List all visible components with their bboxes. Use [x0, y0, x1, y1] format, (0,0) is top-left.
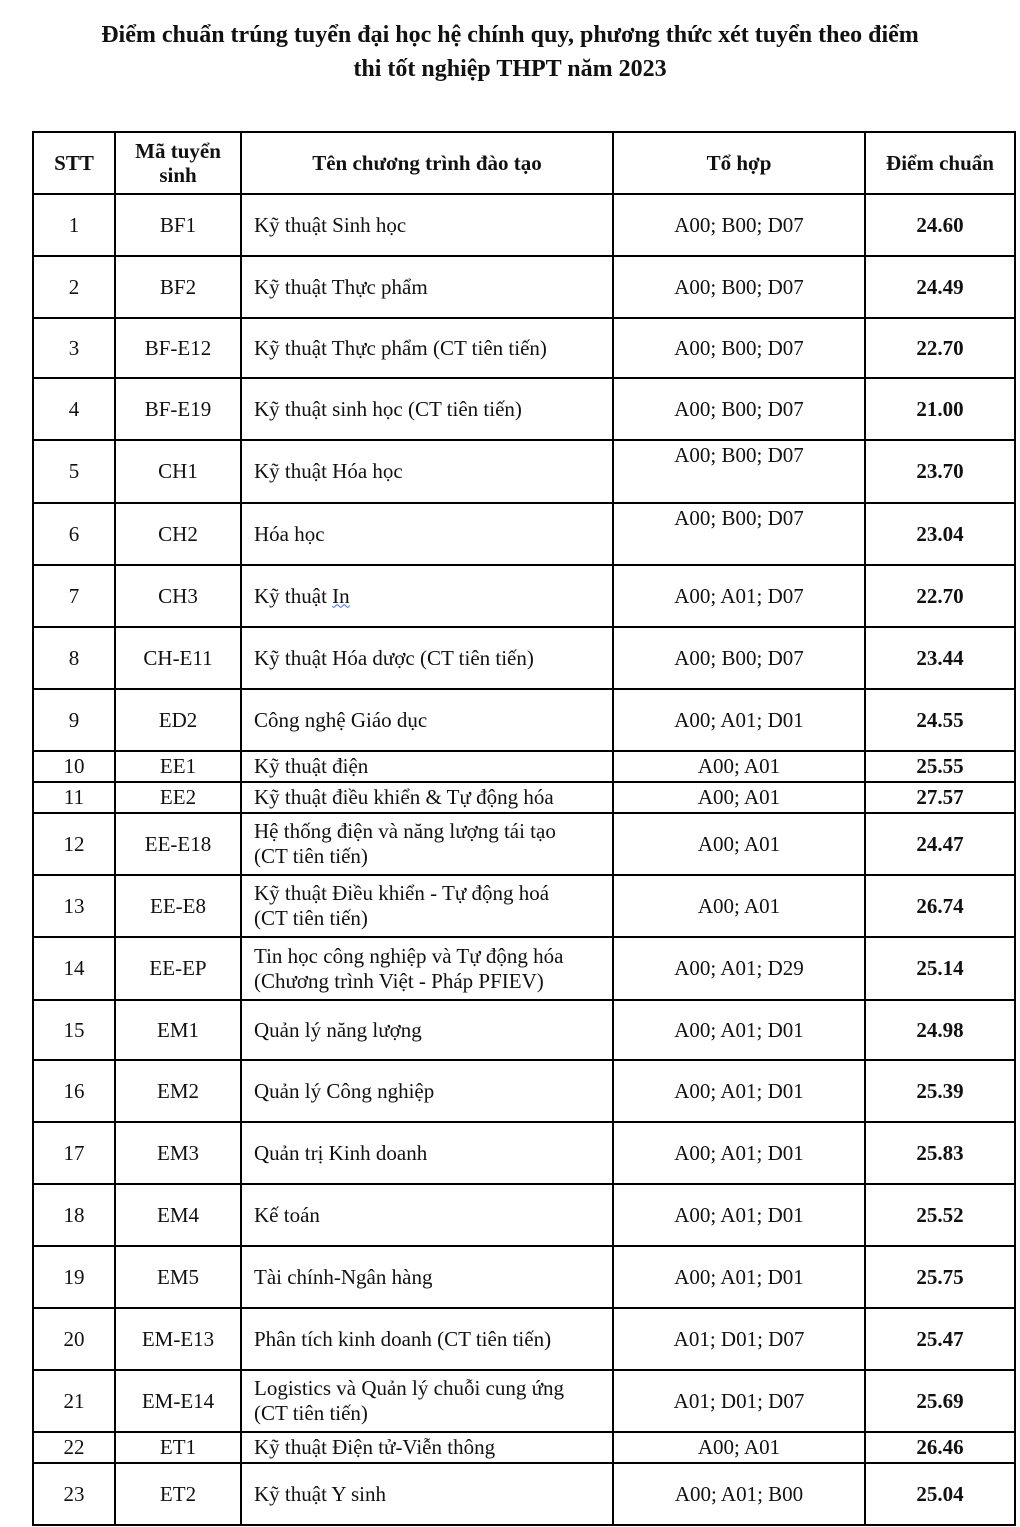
cell-score: 24.49 [865, 256, 1015, 318]
table-row [33, 194, 1015, 256]
cell-combo: A00; A01 [613, 751, 865, 782]
table-row [33, 1184, 1015, 1246]
cell-score: 27.57 [865, 782, 1015, 813]
header-score: Điểm chuẩn [865, 132, 1015, 194]
cell-combo: A00; A01; D07 [613, 565, 865, 627]
table-row [33, 1060, 1015, 1122]
cell-score: 23.44 [865, 627, 1015, 689]
cell-stt: 17 [33, 1122, 115, 1184]
cell-stt: 4 [33, 378, 115, 440]
table-row [33, 1246, 1015, 1308]
table-row [33, 782, 1015, 813]
cell-code: EE-E18 [115, 813, 241, 875]
cell-combo: A00; A01; D01 [613, 1122, 865, 1184]
cell-code: EM5 [115, 1246, 241, 1308]
cell-combo: A00; A01 [613, 875, 865, 937]
cell-program: Kỹ thuật điều khiển & Tự động hóa [241, 782, 613, 813]
cell-program [241, 1370, 613, 1432]
cell-code: EM-E14 [115, 1370, 241, 1432]
cell-stt: 21 [33, 1370, 115, 1432]
cell-program: Kỹ thuật Điện tử-Viễn thông [241, 1432, 613, 1463]
cell-code: BF-E12 [115, 318, 241, 378]
table-row [33, 440, 1015, 503]
cell-score: 25.47 [865, 1308, 1015, 1370]
cell-score: 25.83 [865, 1122, 1015, 1184]
cell-program: Công nghệ Giáo dục [241, 689, 613, 751]
cell-program: Kỹ thuật Sinh học [241, 194, 613, 256]
table-row [33, 1463, 1015, 1525]
cell-stt: 11 [33, 782, 115, 813]
cell-combo: A00; A01; D01 [613, 1246, 865, 1308]
cell-score: 24.98 [865, 1000, 1015, 1060]
cell-stt: 10 [33, 751, 115, 782]
cell-program: Kỹ thuật Thực phẩm [241, 256, 613, 318]
cell-program [241, 875, 613, 937]
cell-combo: A01; D01; D07 [613, 1308, 865, 1370]
cell-combo: A00; A01; D29 [613, 937, 865, 1000]
cell-score: 25.75 [865, 1246, 1015, 1308]
cell-code: EM4 [115, 1184, 241, 1246]
cell-combo: A00; B00; D07 [613, 440, 865, 503]
cell-code: BF1 [115, 194, 241, 256]
header-code [115, 132, 241, 194]
cell-combo: A00; A01; B00 [613, 1463, 865, 1525]
cell-program: Phân tích kinh doanh (CT tiên tiến) [241, 1308, 613, 1370]
cell-combo: A00; A01 [613, 782, 865, 813]
cell-program: Quản lý Công nghiệp [241, 1060, 613, 1122]
cell-program: Quản trị Kinh doanh [241, 1122, 613, 1184]
table-row [33, 1308, 1015, 1370]
cell-score: 24.60 [865, 194, 1015, 256]
title-line-1: Điểm chuẩn trúng tuyển đại học hệ chính quy, phương thức xét tuyển theo điểm [101, 22, 919, 48]
cell-score: 25.14 [865, 937, 1015, 1000]
cell-score: 23.70 [865, 440, 1015, 503]
cell-stt: 19 [33, 1246, 115, 1308]
header-code-line-2: sinh [159, 163, 197, 187]
cell-combo: A00; A01; D01 [613, 1184, 865, 1246]
table-header-row [33, 132, 1015, 194]
cell-combo: A01; D01; D07 [613, 1370, 865, 1432]
cell-score: 22.70 [865, 565, 1015, 627]
cell-combo: A00; A01; D01 [613, 689, 865, 751]
cell-combo: A00; B00; D07 [613, 378, 865, 440]
cell-combo: A00; B00; D07 [613, 194, 865, 256]
table-row [33, 937, 1015, 1000]
table-row [33, 689, 1015, 751]
cell-score: 23.04 [865, 503, 1015, 565]
cell-stt: 7 [33, 565, 115, 627]
cell-score: 26.46 [865, 1432, 1015, 1463]
table-row [33, 627, 1015, 689]
cell-program: Kỹ thuật điện [241, 751, 613, 782]
title-line-2: thi tốt nghiệp THPT năm 2023 [353, 56, 667, 82]
table-row [33, 1000, 1015, 1060]
cell-code: CH1 [115, 440, 241, 503]
cell-program-text: Kỹ thuật [254, 583, 333, 608]
cell-program [241, 565, 613, 627]
admission-scores-table [32, 131, 1016, 1526]
cell-combo: A00; B00; D07 [613, 318, 865, 378]
cell-code: EE-E8 [115, 875, 241, 937]
cell-stt: 3 [33, 318, 115, 378]
cell-stt: 8 [33, 627, 115, 689]
cell-program [241, 813, 613, 875]
cell-code: ET2 [115, 1463, 241, 1525]
cell-score: 25.39 [865, 1060, 1015, 1122]
cell-code: EE2 [115, 782, 241, 813]
cell-combo: A00; A01 [613, 813, 865, 875]
table-row [33, 1122, 1015, 1184]
cell-program: Kỹ thuật Hóa dược (CT tiên tiến) [241, 627, 613, 689]
cell-program [241, 937, 613, 1000]
cell-program-line-1: Logistics và Quản lý chuỗi cung ứng [254, 1376, 564, 1400]
header-program: Tên chương trình đào tạo [241, 132, 613, 194]
table-row [33, 378, 1015, 440]
cell-combo: A00; B00; D07 [613, 627, 865, 689]
cell-code: EM2 [115, 1060, 241, 1122]
cell-program: Kế toán [241, 1184, 613, 1246]
cell-program: Kỹ thuật Thực phẩm (CT tiên tiến) [241, 318, 613, 378]
cell-stt: 13 [33, 875, 115, 937]
cell-stt: 9 [33, 689, 115, 751]
cell-code: ED2 [115, 689, 241, 751]
cell-score: 25.04 [865, 1463, 1015, 1525]
cell-program-line-2: (CT tiên tiến) [254, 844, 368, 868]
cell-score: 26.74 [865, 875, 1015, 937]
table-row [33, 1432, 1015, 1463]
cell-stt: 15 [33, 1000, 115, 1060]
table-row [33, 813, 1015, 875]
cell-score: 25.52 [865, 1184, 1015, 1246]
cell-combo: A00; B00; D07 [613, 256, 865, 318]
cell-score: 21.00 [865, 378, 1015, 440]
table-row [33, 503, 1015, 565]
header-stt: STT [33, 132, 115, 194]
cell-program: Hóa học [241, 503, 613, 565]
cell-code: EE1 [115, 751, 241, 782]
table-row [33, 256, 1015, 318]
cell-score: 25.69 [865, 1370, 1015, 1432]
spellcheck-marked-word: In [332, 583, 350, 608]
cell-combo: A00; B00; D07 [613, 503, 865, 565]
cell-program: Kỹ thuật Hóa học [241, 440, 613, 503]
cell-score: 24.55 [865, 689, 1015, 751]
cell-code: EM-E13 [115, 1308, 241, 1370]
header-combo: Tổ hợp [613, 132, 865, 194]
cell-program-line-1: Tin học công nghiệp và Tự động hóa [254, 943, 564, 968]
cell-stt: 22 [33, 1432, 115, 1463]
cell-score: 24.47 [865, 813, 1015, 875]
cell-code: CH2 [115, 503, 241, 565]
cell-code: EM3 [115, 1122, 241, 1184]
cell-code: CH-E11 [115, 627, 241, 689]
header-code-line-1: Mã tuyển [135, 139, 221, 163]
cell-program-line-1: Hệ thống điện và năng lượng tái tạo [254, 819, 556, 843]
table-row [33, 1370, 1015, 1432]
cell-program-line-2: (CT tiên tiến) [254, 1401, 368, 1425]
cell-code: BF-E19 [115, 378, 241, 440]
cell-program-line-2: (CT tiên tiến) [254, 906, 368, 930]
cell-code: EM1 [115, 1000, 241, 1060]
table-row [33, 565, 1015, 627]
cell-program-line-2: (Chương trình Việt - Pháp PFIEV) [254, 968, 544, 993]
cell-combo: A00; A01; D01 [613, 1060, 865, 1122]
cell-stt: 6 [33, 503, 115, 565]
cell-code: EE-EP [115, 937, 241, 1000]
cell-combo: A00; A01; D01 [613, 1000, 865, 1060]
cell-score: 22.70 [865, 318, 1015, 378]
cell-code: ET1 [115, 1432, 241, 1463]
cell-program: Quản lý năng lượng [241, 1000, 613, 1060]
cell-stt: 2 [33, 256, 115, 318]
cell-stt: 23 [33, 1463, 115, 1525]
table-row [33, 318, 1015, 378]
cell-stt: 14 [33, 937, 115, 1000]
cell-stt: 18 [33, 1184, 115, 1246]
cell-stt: 20 [33, 1308, 115, 1370]
table-row [33, 875, 1015, 937]
cell-program-line-1: Kỹ thuật Điều khiển - Tự động hoá [254, 881, 550, 905]
cell-combo: A00; A01 [613, 1432, 865, 1463]
cell-program: Kỹ thuật sinh học (CT tiên tiến) [241, 378, 613, 440]
cell-stt: 1 [33, 194, 115, 256]
table-row [33, 751, 1015, 782]
cell-stt: 5 [33, 440, 115, 503]
cell-stt: 12 [33, 813, 115, 875]
document-title [0, 18, 1020, 86]
cell-program: Tài chính-Ngân hàng [241, 1246, 613, 1308]
cell-code: CH3 [115, 565, 241, 627]
cell-code: BF2 [115, 256, 241, 318]
cell-program: Kỹ thuật Y sinh [241, 1463, 613, 1525]
cell-stt: 16 [33, 1060, 115, 1122]
cell-score: 25.55 [865, 751, 1015, 782]
